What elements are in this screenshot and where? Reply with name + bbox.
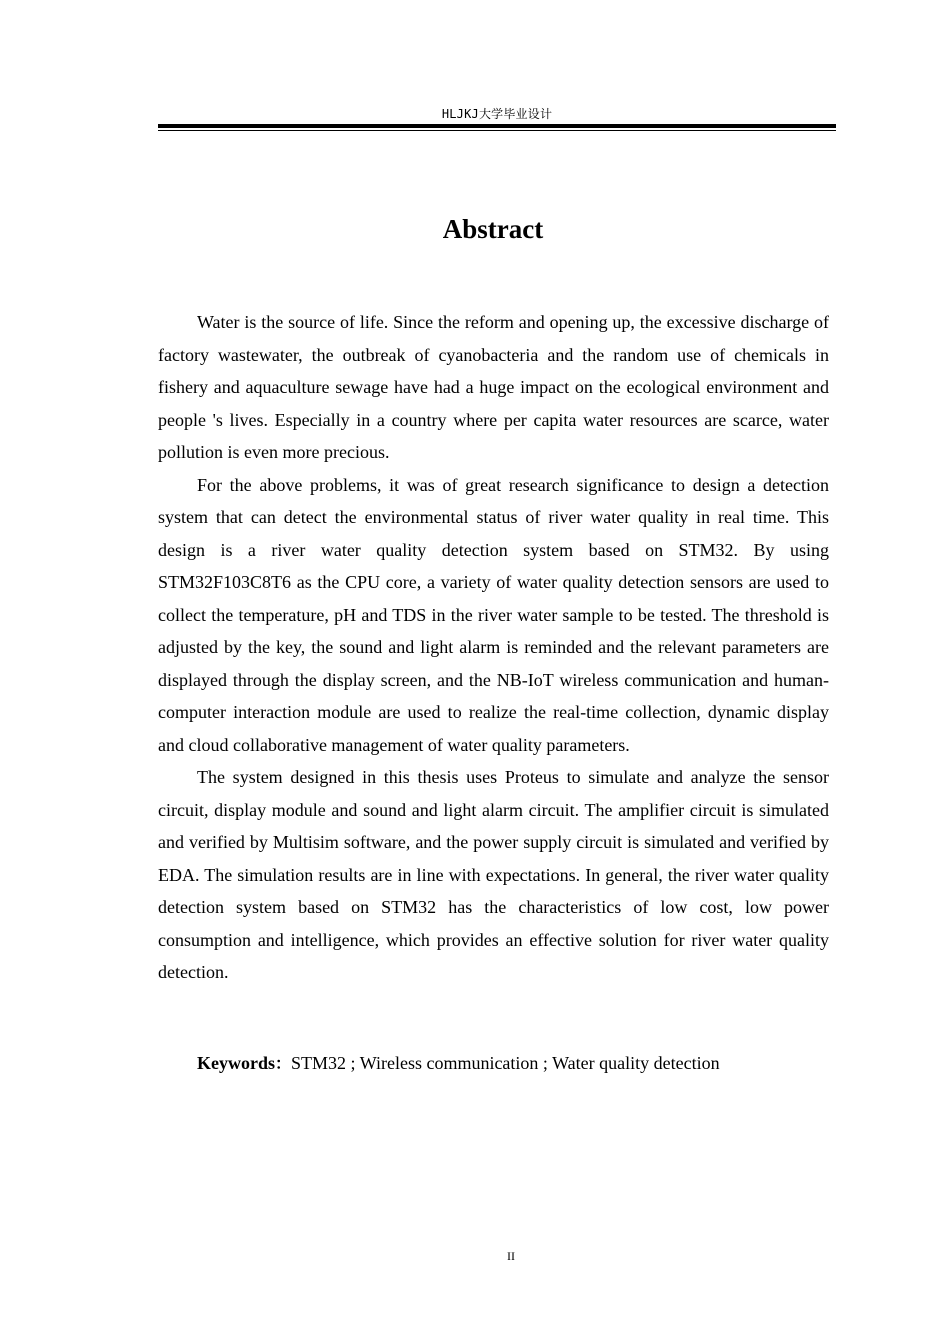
keywords-separator: ： — [275, 1054, 292, 1073]
page-title: Abstract — [442, 214, 544, 244]
abstract-paragraph-2: For the above problems, it was of great research significance to design a detection system that can detect the environmental status of river water quality in real time. This design is a river water quality detection system based on STM32. By using STM32F103C8T6 as the CPU core, a variety of water quality detection sensors are used to collect the temperature, pH and TDS in the river water sample to be tested. The threshold is adjusted by the key, the sound and light alarm is reminded and the relevant parameters are displayed through the display screen, and the NB-IoT wireless communication and human-computer interaction module are used to realize the real-time collection, dynamic display and cloud collaborative management of water quality parameters. — [158, 474, 829, 755]
page-header: HLJKJ大学毕业设计 — [441, 107, 553, 121]
abstract-paragraph-1: Water is the source of life. Since the reform and opening up, the excessive discharge of factory wastewater, the outbreak of cyanobacteria and the random use of chemicals in fishery and aquaculture sewage have had a huge impact on the ecological environment and people 's lives. Especially in a country where per capita water resources are scarce, water pollution is even more precious. — [158, 312, 829, 462]
header-rule-thin — [158, 130, 836, 131]
header-rule-thick — [158, 124, 836, 128]
keywords-line — [197, 1047, 837, 1080]
keywords-label: Keywords — [197, 1053, 275, 1073]
page-number: II — [507, 1249, 515, 1263]
abstract-body — [158, 306, 829, 989]
keywords-text: STM32 ; Wireless communication ; Water quality detection — [291, 1053, 720, 1073]
abstract-paragraph-3: The system designed in this thesis uses Proteus to simulate and analyze the sensor circuit, display module and sound and light alarm circuit. The amplifier circuit is simulated and verified by Multisim software, and the power supply circuit is simulated and verified by EDA. The simulation results are in line with expectations. In general, the river water quality detection system based on STM32 has the characteristics of low cost, low power consumption and intelligence, which provides an effective solution for river water quality detection. — [158, 767, 829, 982]
